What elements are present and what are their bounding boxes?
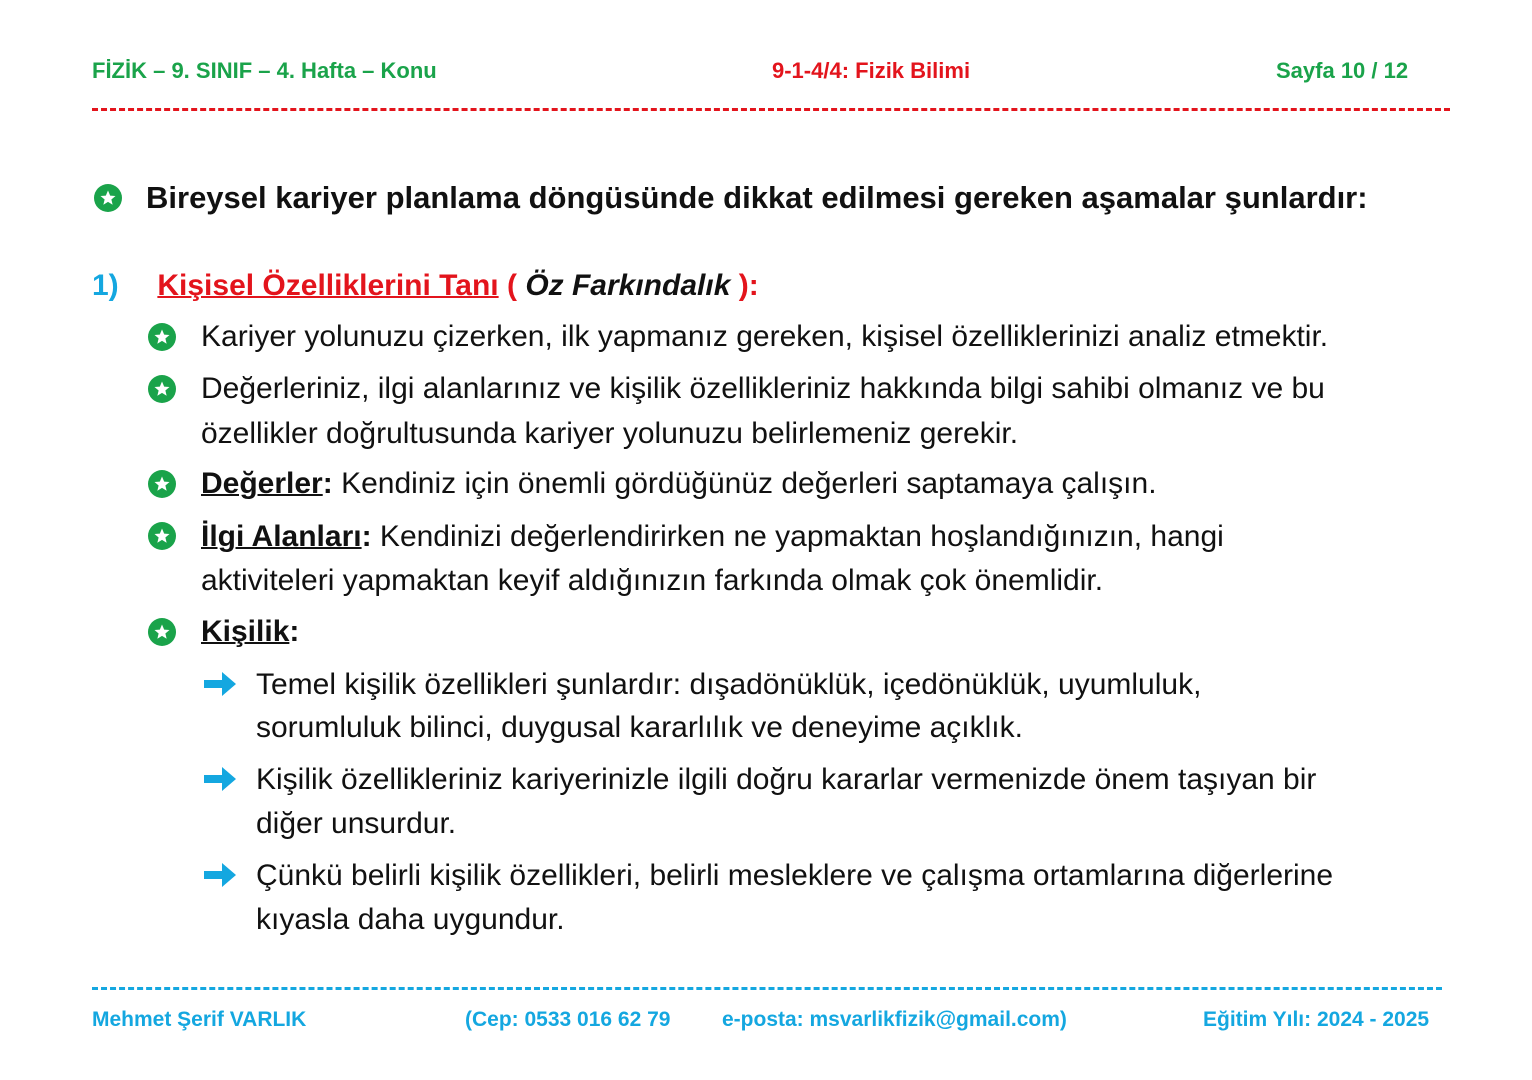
sub-bullet-text: Kişilik özellikleriniz kariyerinizle ilgili doğru kararlar vermenizde önem taşıyan bir	[256, 763, 1317, 796]
section-heading	[92, 264, 759, 308]
footer-divider	[92, 987, 1442, 990]
footer-school-year: Eğitim Yılı: 2024 - 2025	[1203, 1008, 1430, 1031]
section-subtitle: Öz Farkındalık	[525, 269, 731, 302]
sub-bullet-text-continued: kıyasla daha uygundur.	[256, 903, 565, 936]
paren-open: (	[506, 269, 517, 302]
paren-close: ):	[738, 269, 759, 302]
sub-bullet-text-continued: diğer unsurdur.	[256, 807, 457, 840]
footer-author: Mehmet Şerif VARLIK	[92, 1008, 307, 1031]
star-bullet-icon	[148, 618, 176, 646]
bullet-text: Kendinizi değerlendirirken ne yapmaktan hoşlandığınızın, hangi	[371, 520, 1224, 553]
star-bullet-icon	[148, 470, 176, 498]
sub-bullet-text: Çünkü belirli kişilik özellikleri, belirli mesleklere ve çalışma ortamlarına diğerlerine	[256, 859, 1334, 892]
arrow-right-icon	[202, 765, 238, 793]
term-personality: Kişilik	[201, 615, 290, 648]
intro-heading: Bireysel kariyer planlama döngüsünde dikkat edilmesi gereken aşamalar şunlardır:	[146, 180, 1368, 215]
bullet-text: Değerleriniz, ilgi alanlarınız ve kişilik özellikleriniz hakkında bilgi sahibi olmanız ve bu	[201, 372, 1325, 405]
arrow-right-icon	[202, 861, 238, 889]
star-bullet-icon	[148, 323, 176, 351]
section-title: Kişisel Özelliklerini Tanı	[157, 269, 499, 302]
bullet-interests	[201, 515, 1224, 559]
bullet-personality	[201, 610, 299, 654]
bullet-text-continued: özellikler doğrultusunda kariyer yolunuzu belirlemeniz gerekir.	[201, 417, 1019, 450]
footer-phone: (Cep: 0533 016 62 79	[465, 1008, 671, 1031]
sub-bullet-text: Temel kişilik özellikleri şunlardır: dışadönüklük, içedönüklük, uyumluluk,	[256, 668, 1202, 701]
term-interests: İlgi Alanları	[201, 520, 362, 553]
header-course-title: FİZİK – 9. SINIF – 4. Hafta – Konu	[92, 58, 437, 83]
header-page-number: Sayfa 10 / 12	[1276, 58, 1409, 83]
bullet-text: Kariyer yolunuzu çizerken, ilk yapmanız gereken, kişisel özelliklerinizi analiz etmektir.	[201, 320, 1329, 353]
term-colon: :	[322, 467, 333, 500]
bullet-text: Kendiniz için önemli gördüğünüz değerleri saptamaya çalışın.	[332, 467, 1157, 500]
sub-bullet-text-continued: sorumluluk bilinci, duygusal kararlılık ve deneyime açıklık.	[256, 711, 1023, 744]
term-colon: :	[361, 520, 372, 553]
star-bullet-icon	[148, 375, 176, 403]
arrow-right-icon	[202, 670, 238, 698]
star-bullet-icon	[94, 184, 122, 212]
header-divider	[92, 108, 1450, 111]
footer-email: e-posta: msvarlikfizik@gmail.com)	[722, 1008, 1067, 1031]
term-colon: :	[289, 615, 300, 648]
section-number: 1)	[92, 269, 119, 302]
bullet-values	[201, 462, 1157, 506]
term-values: Değerler	[201, 467, 323, 500]
header-topic: 9-1-4/4: Fizik Bilimi	[772, 58, 971, 83]
bullet-text-continued: aktiviteleri yapmaktan keyif aldığınızın farkında olmak çok önemlidir.	[201, 564, 1104, 597]
star-bullet-icon	[148, 522, 176, 550]
